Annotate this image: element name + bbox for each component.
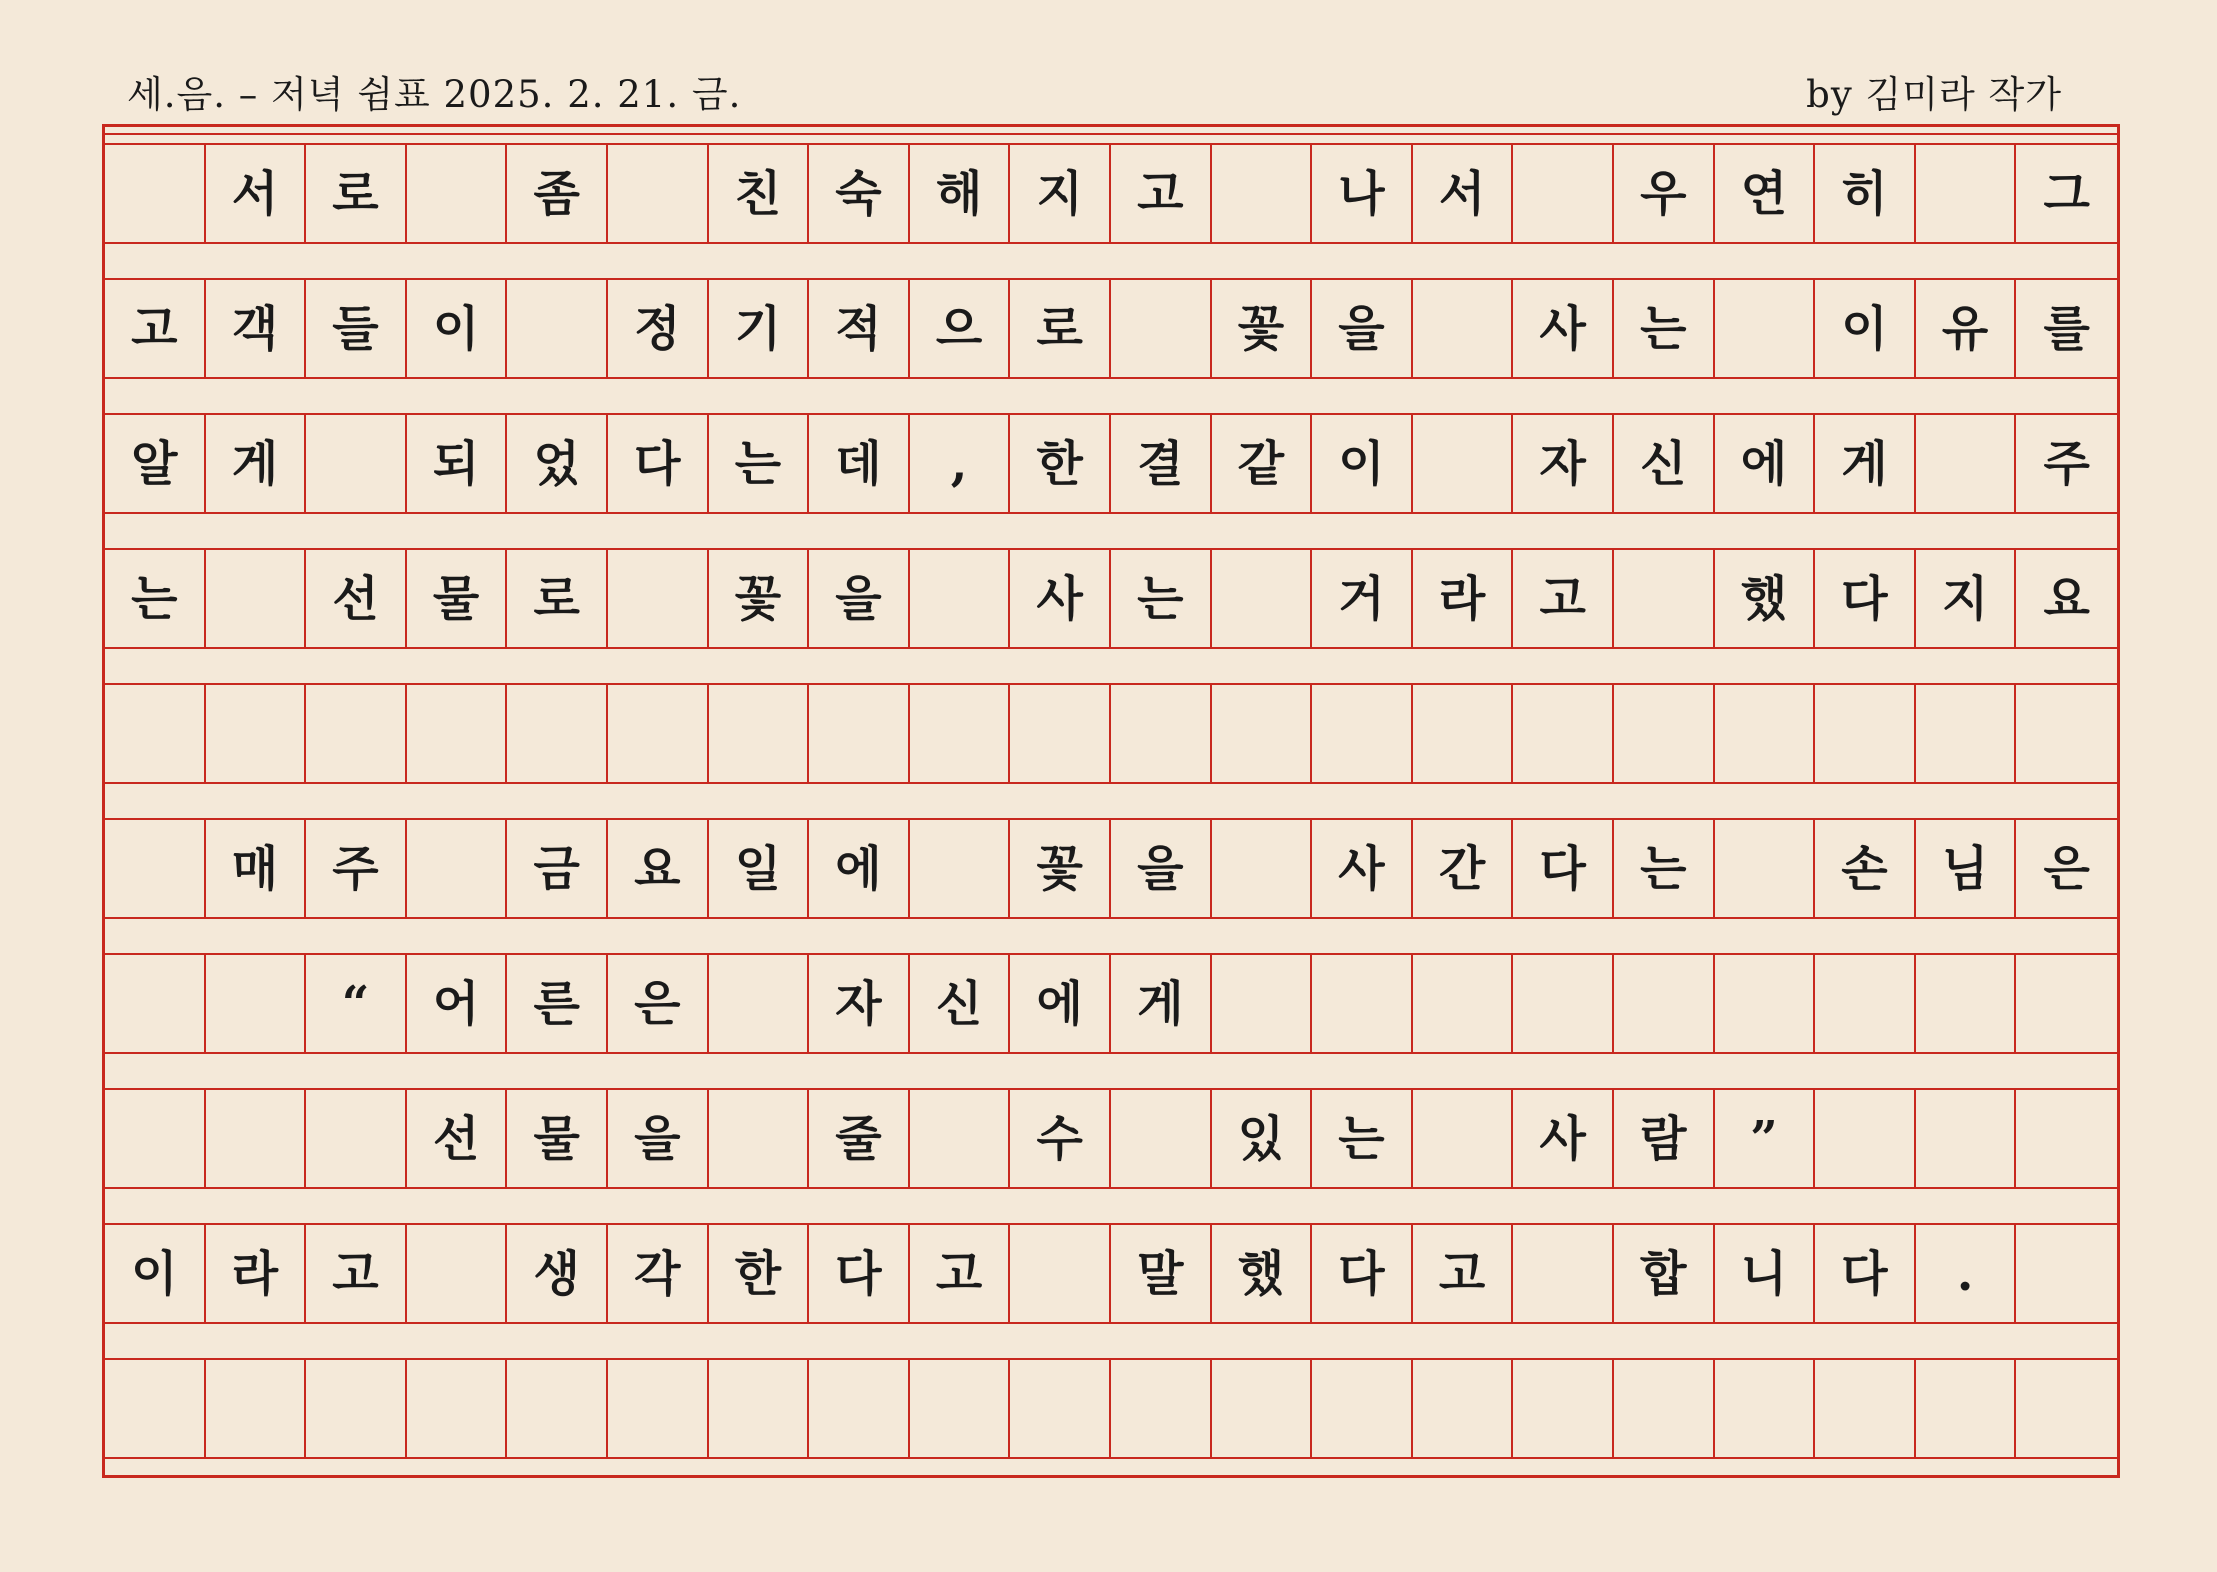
header-author: by 김미라 작가: [1806, 73, 2062, 116]
manuscript-cell: 는: [1614, 280, 1715, 377]
manuscript-cell: 물: [507, 1090, 608, 1187]
manuscript-cell: 합: [1614, 1225, 1715, 1322]
manuscript-cell: 말: [1111, 1225, 1212, 1322]
manuscript-cell: [407, 145, 508, 242]
manuscript-cell: [507, 280, 608, 377]
manuscript-cell: 서: [206, 145, 307, 242]
manuscript-cell: 다: [1815, 550, 1916, 647]
manuscript-cell: [1413, 1360, 1514, 1457]
manuscript-cell: 한: [1010, 415, 1111, 512]
manuscript-cell: 알: [105, 415, 206, 512]
manuscript-cell: 다: [608, 415, 709, 512]
manuscript-cell: .: [1916, 1225, 2017, 1322]
manuscript-cell: 를: [2043, 300, 2090, 357]
manuscript-cell: [1614, 685, 1715, 782]
manuscript-cell: [407, 1225, 508, 1322]
manuscript-cell: 연: [1715, 145, 1816, 242]
manuscript-cell: [2016, 1090, 2117, 1187]
manuscript-row: [105, 143, 2117, 244]
manuscript-cell: 객: [206, 280, 307, 377]
manuscript-row: [105, 818, 2117, 919]
manuscript-cell: [1010, 685, 1111, 782]
manuscript-cell: [910, 1090, 1011, 1187]
manuscript-cell: [1614, 1360, 1715, 1457]
manuscript-row: [105, 278, 2117, 379]
manuscript-cell: 꽃: [709, 550, 810, 647]
manuscript-cell: 유: [1916, 280, 2017, 377]
manuscript-cell: [1815, 1090, 1916, 1187]
manuscript-cell: [206, 550, 307, 647]
manuscript-cell: 람: [1614, 1090, 1715, 1187]
manuscript-cell: 지: [1010, 145, 1111, 242]
manuscript-cell: 선: [407, 1090, 508, 1187]
manuscript-cell: ,: [910, 415, 1011, 512]
manuscript-cell: 꽃: [1212, 280, 1313, 377]
manuscript-cell: 있: [1212, 1090, 1313, 1187]
manuscript-cell: [105, 145, 206, 242]
manuscript-cell: [1916, 1360, 2017, 1457]
manuscript-cell: [1111, 685, 1212, 782]
manuscript-cell: [1212, 820, 1313, 917]
manuscript-cell: 사: [1312, 820, 1413, 917]
manuscript-cell: [2016, 1360, 2117, 1457]
manuscript-cell: 자: [1513, 415, 1614, 512]
manuscript-cell: 간: [1413, 820, 1514, 917]
manuscript-cell: 우: [1614, 145, 1715, 242]
manuscript-cell: [910, 550, 1011, 647]
manuscript-cell: [1010, 1225, 1111, 1322]
manuscript-cell: [1815, 955, 1916, 1052]
manuscript-cell: 을: [608, 1090, 709, 1187]
manuscript-cell: [407, 820, 508, 917]
manuscript-cell: [1513, 1360, 1614, 1457]
manuscript-cell: 요: [608, 820, 709, 917]
manuscript-cell: 이: [1815, 280, 1916, 377]
manuscript-cell: [1815, 1360, 1916, 1457]
manuscript-cell: [306, 1090, 407, 1187]
manuscript-cell: 은: [608, 955, 709, 1052]
manuscript-cell: [1614, 550, 1715, 647]
manuscript-cell: 생: [507, 1225, 608, 1322]
manuscript-row: [105, 1088, 2117, 1189]
manuscript-cell: [1111, 1360, 1212, 1457]
manuscript-cell: [1312, 955, 1413, 1052]
manuscript-cell: 로: [306, 145, 407, 242]
manuscript-cell: 그: [2043, 165, 2090, 222]
manuscript-cell: 했: [1212, 1225, 1313, 1322]
manuscript-cell: [1715, 955, 1816, 1052]
manuscript-cell: [206, 1360, 307, 1457]
manuscript-cell: [1916, 415, 2017, 512]
manuscript-cell: 니: [1715, 1225, 1816, 1322]
manuscript-cell: [809, 685, 910, 782]
manuscript-cell: 는: [1111, 550, 1212, 647]
manuscript-cell: [2016, 685, 2117, 782]
manuscript-cell: [1513, 1225, 1614, 1322]
manuscript-cell: 했: [1715, 550, 1816, 647]
manuscript-cell: 다: [1312, 1225, 1413, 1322]
manuscript-cell: 히: [1815, 145, 1916, 242]
manuscript-cell: [1916, 685, 2017, 782]
manuscript-cell: 사: [1513, 1090, 1614, 1187]
manuscript-cell: 는: [105, 550, 206, 647]
manuscript-cell: 어: [407, 955, 508, 1052]
manuscript-cell: 는: [1312, 1090, 1413, 1187]
manuscript-cell: 고: [910, 1225, 1011, 1322]
manuscript-cell: 숙: [809, 145, 910, 242]
manuscript-cell: [1212, 955, 1313, 1052]
manuscript-cell: 해: [910, 145, 1011, 242]
manuscript-cell: [1513, 955, 1614, 1052]
manuscript-cell: [608, 685, 709, 782]
manuscript-cell: [306, 685, 407, 782]
manuscript-cell: [306, 415, 407, 512]
manuscript-cell: 거: [1312, 550, 1413, 647]
manuscript-cell: 각: [608, 1225, 709, 1322]
manuscript-cell: 적: [809, 280, 910, 377]
manuscript-cell: 지: [1916, 550, 2017, 647]
manuscript-row: [105, 1358, 2117, 1459]
manuscript-cell: 물: [407, 550, 508, 647]
manuscript-cell: [1815, 685, 1916, 782]
manuscript-cell: 데: [809, 415, 910, 512]
manuscript-cell: [910, 685, 1011, 782]
manuscript-cell: [1413, 415, 1514, 512]
manuscript-cell: [407, 685, 508, 782]
manuscript-cell: 기: [709, 280, 810, 377]
manuscript-cell: 손: [1815, 820, 1916, 917]
header-title: 세.음. – 저녁 쉼표 2025. 2. 21. 금.: [127, 73, 742, 116]
manuscript-cell: [507, 685, 608, 782]
manuscript-cell: 을: [1111, 820, 1212, 917]
manuscript-cell: 좀: [507, 145, 608, 242]
manuscript-cell: [105, 820, 206, 917]
manuscript-cell: 요: [2043, 570, 2090, 627]
manuscript-cell: [1312, 685, 1413, 782]
manuscript-cell: [608, 550, 709, 647]
manuscript-cell: 로: [1010, 280, 1111, 377]
manuscript-cell: 서: [1413, 145, 1514, 242]
manuscript-cell: 친: [709, 145, 810, 242]
manuscript-cell: 는: [1614, 820, 1715, 917]
manuscript-cell: 게: [1111, 955, 1212, 1052]
manuscript-cell: [608, 1360, 709, 1457]
manuscript-cell: 주: [2043, 435, 2090, 492]
manuscript-cell: 에: [1010, 955, 1111, 1052]
manuscript-cell: [1413, 1090, 1514, 1187]
manuscript-cell: 매: [206, 820, 307, 917]
manuscript-cell: 주: [306, 820, 407, 917]
manuscript-cell: 되: [407, 415, 508, 512]
manuscript-cell: 으: [910, 280, 1011, 377]
manuscript-cell: 에: [809, 820, 910, 917]
manuscript-cell: [1413, 955, 1514, 1052]
manuscript-cell: 다: [809, 1225, 910, 1322]
manuscript-cell: [306, 1360, 407, 1457]
manuscript-cell: [1614, 955, 1715, 1052]
manuscript-cell: [105, 1360, 206, 1457]
manuscript-cell: [910, 820, 1011, 917]
manuscript-cell: 라: [1413, 550, 1514, 647]
manuscript-cell: [105, 955, 206, 1052]
manuscript-cell: [105, 685, 206, 782]
manuscript-cell: [709, 1090, 810, 1187]
manuscript-cell: 고: [1413, 1225, 1514, 1322]
manuscript-cell: 들: [306, 280, 407, 377]
manuscript-cell: [1513, 685, 1614, 782]
manuscript-cell: [2016, 1225, 2117, 1322]
manuscript-row: [105, 953, 2117, 1054]
manuscript-cell: 꽃: [1010, 820, 1111, 917]
manuscript-cell: 고: [1513, 550, 1614, 647]
manuscript-row: [105, 548, 2117, 649]
manuscript-cell: [709, 1360, 810, 1457]
manuscript-cell: [507, 1360, 608, 1457]
manuscript-cell: 었: [507, 415, 608, 512]
manuscript-cell: [1413, 280, 1514, 377]
manuscript-cell: [1111, 1090, 1212, 1187]
manuscript-cell: [1212, 685, 1313, 782]
manuscript-cell: [206, 1090, 307, 1187]
manuscript-cell: 자: [809, 955, 910, 1052]
manuscript-cell: 나: [1312, 145, 1413, 242]
manuscript-cell: [206, 955, 307, 1052]
manuscript-cell: 이: [407, 280, 508, 377]
manuscript-cell: 금: [507, 820, 608, 917]
manuscript-cell: 선: [306, 550, 407, 647]
manuscript-cell: [1715, 280, 1816, 377]
manuscript-cell: 사: [1513, 280, 1614, 377]
manuscript-cell: [1916, 955, 2017, 1052]
manuscript-cell: ”: [1715, 1090, 1816, 1187]
manuscript-cell: [809, 1360, 910, 1457]
manuscript-row: [105, 1223, 2117, 1324]
manuscript-cell: 로: [507, 550, 608, 647]
manuscript-cell: 님: [1916, 820, 2017, 917]
manuscript-cell: 정: [608, 280, 709, 377]
manuscript-cell: [1312, 1360, 1413, 1457]
manuscript-cell: [1715, 685, 1816, 782]
manuscript-cell: 수: [1010, 1090, 1111, 1187]
manuscript-cell: 라: [206, 1225, 307, 1322]
manuscript-cell: [709, 685, 810, 782]
manuscript-cell: 신: [910, 955, 1011, 1052]
manuscript-cell: [1212, 550, 1313, 647]
manuscript-row: [105, 413, 2117, 514]
manuscript-cell: 일: [709, 820, 810, 917]
manuscript-cell: 는: [709, 415, 810, 512]
manuscript-cell: 다: [1513, 820, 1614, 917]
manuscript-cell: [1413, 685, 1514, 782]
manuscript-cell: 른: [507, 955, 608, 1052]
manuscript-cell: 결: [1111, 415, 1212, 512]
manuscript-cell: 한: [709, 1225, 810, 1322]
manuscript-cell: [407, 1360, 508, 1457]
manuscript-cell: 게: [206, 415, 307, 512]
manuscript-cell: 고: [105, 280, 206, 377]
manuscript-cell: [1212, 145, 1313, 242]
manuscript-cell: 신: [1614, 415, 1715, 512]
manuscript-cell: 이: [105, 1225, 206, 1322]
manuscript-cell: 다: [1815, 1225, 1916, 1322]
manuscript-cell: [1111, 280, 1212, 377]
manuscript-cell: [709, 955, 810, 1052]
manuscript-cell: 은: [2043, 840, 2090, 897]
manuscript-cell: 을: [1312, 280, 1413, 377]
manuscript-cell: 사: [1010, 550, 1111, 647]
manuscript-cell: 게: [1815, 415, 1916, 512]
manuscript-cell: [206, 685, 307, 782]
manuscript-cell: [1212, 1360, 1313, 1457]
manuscript-cell: [1715, 820, 1816, 917]
manuscript-cell: [2016, 955, 2117, 1052]
manuscript-cell: [105, 1090, 206, 1187]
manuscript-cell: [1916, 1090, 2017, 1187]
manuscript-cell: 줄: [809, 1090, 910, 1187]
manuscript-cell: [1010, 1360, 1111, 1457]
manuscript-cell: 에: [1715, 415, 1816, 512]
manuscript-sheet: [102, 124, 2120, 1478]
manuscript-cell: 을: [809, 550, 910, 647]
manuscript-cell: 같: [1212, 415, 1313, 512]
manuscript-cell: [1715, 1360, 1816, 1457]
manuscript-cell: [1916, 145, 2017, 242]
manuscript-cell: [608, 145, 709, 242]
manuscript-cell: [1513, 145, 1614, 242]
manuscript-cell: “: [306, 955, 407, 1052]
manuscript-cell: 고: [1111, 145, 1212, 242]
manuscript-cell: 이: [1312, 415, 1413, 512]
gap-line: [105, 133, 2117, 135]
manuscript-cell: 고: [306, 1225, 407, 1322]
manuscript-row: [105, 683, 2117, 784]
manuscript-cell: [910, 1360, 1011, 1457]
